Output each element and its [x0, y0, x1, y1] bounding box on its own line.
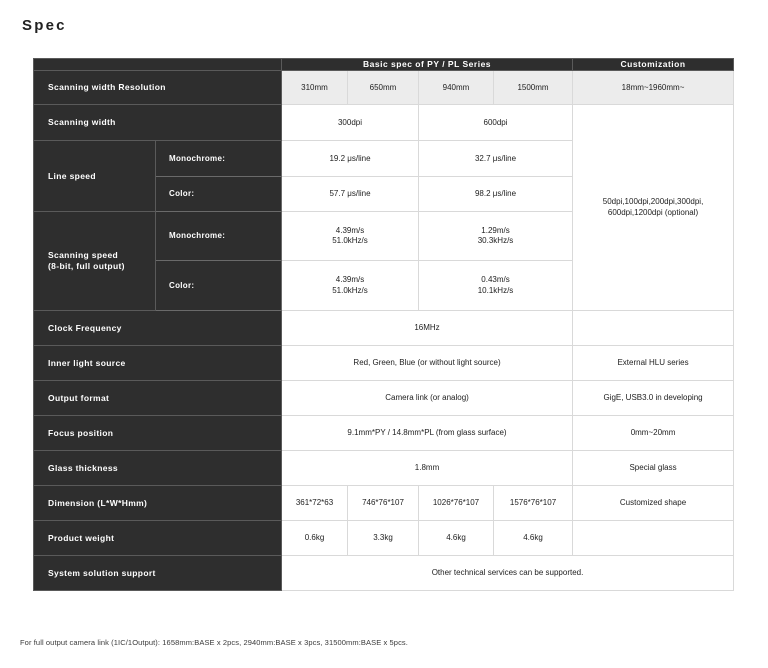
cell-system-solution-support-value: Other technical services can be supported.: [282, 556, 734, 591]
row-label-product-weight: Product weight: [34, 521, 282, 556]
sublabel-line-speed-monochrome: Monochrome:: [156, 141, 282, 177]
sublabel-scanning-speed-color: Color:: [156, 261, 282, 311]
sublabel-line-speed-color: Color:: [156, 177, 282, 212]
row-label-output-format: Output format: [34, 381, 282, 416]
cell-glass-thickness-customization: Special glass: [573, 451, 734, 486]
cell-scanning-speed-color-300dpi: [282, 261, 419, 311]
row-label-system-solution-support: System solution support: [34, 556, 282, 591]
cell-clock-frequency-value: 16MHz: [282, 311, 573, 346]
table-row: [34, 71, 734, 105]
header-customization: Customization: [573, 59, 734, 71]
cell-line-speed-color-600dpi: 98.2 μs/line: [419, 177, 573, 212]
row-label-inner-light-source: Inner light source: [34, 346, 282, 381]
cell-line-speed-mono-300dpi: 19.2 μs/line: [282, 141, 419, 177]
table-row: [34, 311, 734, 346]
cell-focus-position-customization: 0mm~20mm: [573, 416, 734, 451]
cell-line-speed-color-300dpi: 57.7 μs/line: [282, 177, 419, 212]
scanning-speed-label-line1: Scanning speed: [48, 250, 119, 260]
customization-dpi-line2: 600dpi,1200dpi (optional): [607, 207, 699, 217]
table-row: [34, 105, 734, 141]
scanning-speed-color-600dpi-line2: 10.1kHz/s: [477, 285, 514, 295]
cell-focus-position-value: 9.1mm*PY / 14.8mm*PL (from glass surface): [282, 416, 573, 451]
row-label-clock-frequency: Clock Frequency: [34, 311, 282, 346]
cell-inner-light-source-value: Red, Green, Blue (or without light source): [282, 346, 573, 381]
row-label-scanning-width: Scanning width: [34, 105, 282, 141]
cell-output-format-customization: GigE, USB3.0 in developing: [573, 381, 734, 416]
cell-dimension-4: 1576*76*107: [494, 486, 573, 521]
table-header-row: [34, 59, 734, 71]
cell-weight-1: 0.6kg: [282, 521, 348, 556]
cell-scanning-width-300dpi: 300dpi: [282, 105, 419, 141]
scanning-speed-mono-600dpi-line1: 1.29m/s: [481, 225, 510, 235]
row-label-dimension: Dimension (L*W*Hmm): [34, 486, 282, 521]
sublabel-scanning-speed-monochrome: Monochrome:: [156, 212, 282, 261]
scanning-speed-label-line2: (8-bit, full output): [48, 261, 125, 272]
cell-scanning-speed-mono-300dpi: [282, 212, 419, 261]
scanning-speed-mono-600dpi-line2: 30.3kHz/s: [477, 236, 514, 246]
cell-weight-customization: [573, 521, 734, 556]
cell-dimension-customization: Customized shape: [573, 486, 734, 521]
customization-dpi-line1: 50dpi,100dpi,200dpi,300dpi,: [602, 197, 704, 207]
cell-line-speed-mono-600dpi: 32.7 μs/line: [419, 141, 573, 177]
scanning-speed-mono-300dpi-line2: 51.0kHz/s: [332, 236, 368, 246]
cell-weight-4: 4.6kg: [494, 521, 573, 556]
cell-resolution-1500mm: 1500mm: [494, 71, 573, 105]
row-label-focus-position: Focus position: [34, 416, 282, 451]
table-row: [34, 556, 734, 591]
cell-resolution-310mm: 310mm: [282, 71, 348, 105]
cell-scanning-speed-color-600dpi: [419, 261, 573, 311]
header-corner-cell: [34, 59, 282, 71]
spec-table: [33, 58, 734, 591]
scanning-speed-mono-300dpi-line1: 4.39m/s: [335, 225, 365, 235]
header-basic-spec: Basic spec of PY / PL Series: [282, 59, 573, 71]
cell-weight-3: 4.6kg: [419, 521, 494, 556]
table-row: [34, 521, 734, 556]
cell-resolution-940mm: 940mm: [419, 71, 494, 105]
scanning-speed-color-300dpi-line1: 4.39m/s: [335, 275, 365, 285]
cell-dimension-2: 746*76*107: [348, 486, 419, 521]
cell-customization-dpi-options: [573, 105, 734, 311]
scanning-speed-color-600dpi-line1: 0.43m/s: [481, 275, 510, 285]
row-label-scanning-width-resolution: Scanning width Resolution: [34, 71, 282, 105]
cell-dimension-3: 1026*76*107: [419, 486, 494, 521]
table-row: [34, 486, 734, 521]
row-label-line-speed: Line speed: [34, 141, 156, 212]
scanning-speed-color-300dpi-line2: 51.0kHz/s: [332, 285, 368, 295]
row-label-glass-thickness: Glass thickness: [34, 451, 282, 486]
table-row: [34, 381, 734, 416]
cell-glass-thickness-value: 1.8mm: [282, 451, 573, 486]
table-row: [34, 416, 734, 451]
cell-resolution-650mm: 650mm: [348, 71, 419, 105]
cell-output-format-value: Camera link (or analog): [282, 381, 573, 416]
table-row: [34, 346, 734, 381]
row-label-scanning-speed: [34, 212, 156, 311]
cell-clock-frequency-customization: [573, 311, 734, 346]
cell-scanning-speed-mono-600dpi: [419, 212, 573, 261]
footnote: For full output camera link (1IC/1Output): 1658mm:BASE x 2pcs, 2940mm:BASE x 3pcs, 31500mm:BASE x 5pcs.: [20, 638, 408, 647]
cell-weight-2: 3.3kg: [348, 521, 419, 556]
cell-inner-light-source-customization: External HLU series: [573, 346, 734, 381]
cell-scanning-width-600dpi: 600dpi: [419, 105, 573, 141]
page-title: Spec: [22, 17, 67, 34]
cell-dimension-1: 361*72*63: [282, 486, 348, 521]
cell-resolution-customization: 18mm~1960mm~: [573, 71, 734, 105]
table-row: [34, 451, 734, 486]
